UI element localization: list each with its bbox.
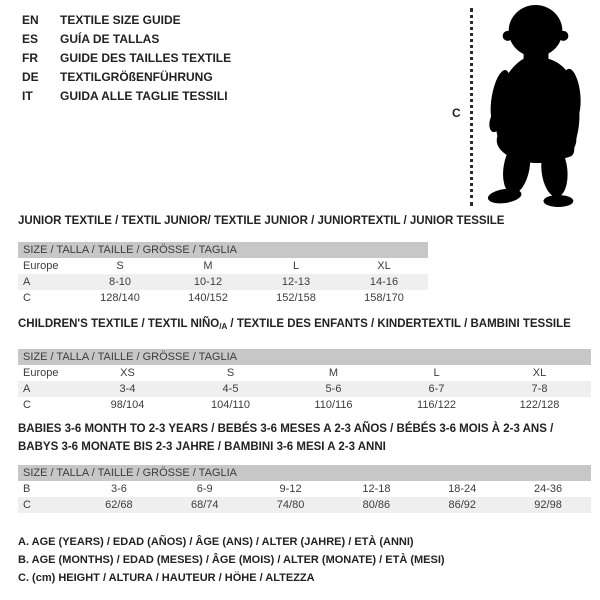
height-cell: 80/86: [333, 497, 419, 513]
table-row-age: [18, 381, 591, 397]
language-code: ES: [22, 32, 39, 46]
size-cell: M: [203, 260, 213, 272]
age-cell: 12-13: [252, 274, 340, 290]
language-row-it: [22, 87, 231, 106]
size-cell: L: [292, 260, 300, 272]
language-title: GUIDA ALLE TAGLIE TESSILI: [60, 89, 228, 103]
junior-section-title: JUNIOR TEXTILE / TEXTIL JUNIOR/ TEXTILE JUNIOR / JUNIORTEXTIL / JUNIOR TESSILE: [18, 215, 505, 227]
language-row-fr: [22, 49, 231, 68]
footnote-age-years: A. AGE (YEARS) / EDAD (AÑOS) / ÂGE (ANS) / ALTER (JAHRE) / ETÀ (ANNI): [18, 536, 414, 548]
months-cell: 9-12: [279, 483, 302, 495]
children-section-title: [18, 318, 591, 333]
months-cell: 18-24: [448, 483, 477, 495]
children-section: [18, 318, 591, 413]
months-cell: 24-36: [534, 483, 563, 495]
height-cell: 128/140: [100, 292, 140, 304]
height-cell: 92/98: [505, 497, 591, 513]
babies-title-line1: BABIES 3-6 MONTH TO 2-3 YEARS / BEBÉS 3-6 MESES A 2-3 AÑOS / BÉBÉS 3-6 MOIS À 2-3 ANS /: [18, 423, 554, 435]
row-label: Europe: [23, 367, 59, 379]
language-title: GUIDE DES TAILLES TEXTILE: [60, 51, 232, 65]
months-cell: 3-6: [110, 483, 127, 495]
footnotes: [18, 533, 445, 587]
language-row-en: [22, 11, 231, 30]
row-label: Europe: [23, 260, 59, 272]
height-cell: 116/122: [417, 399, 456, 411]
height-cell: 74/80: [248, 497, 334, 513]
table-row-europe: [18, 258, 428, 274]
months-cell: 12-18: [362, 483, 391, 495]
table-row-months: [18, 481, 591, 497]
age-cell: 8-10: [76, 274, 164, 290]
children-size-table: [18, 365, 591, 413]
row-label: A: [18, 274, 76, 290]
children-title-subscript: /A: [219, 322, 228, 331]
table-row-europe: [18, 365, 591, 381]
language-row-es: [22, 30, 231, 49]
junior-size-header: SIZE / TALLA / TAILLE / GRÖSSE / TAGLIA: [18, 242, 428, 258]
height-dotted-line: [470, 8, 473, 206]
language-title: TEXTILGRÖßENFÜHRUNG: [60, 70, 213, 84]
size-cell: XL: [532, 367, 547, 379]
children-size-header: SIZE / TALLA / TAILLE / GRÖSSE / TAGLIA: [18, 349, 591, 365]
age-cell: 10-12: [164, 274, 252, 290]
babies-size-table: [18, 481, 591, 513]
row-label: C: [23, 292, 31, 304]
table-row-height: [18, 290, 428, 306]
table-row-height: [18, 497, 591, 513]
height-cell: 98/104: [110, 399, 145, 411]
footnote-age-months: B. AGE (MONTHS) / EDAD (MESES) / ÂGE (MOIS) / ALTER (MONATE) / ETÀ (MESI): [18, 554, 445, 566]
row-label: A: [18, 381, 76, 397]
row-label: C: [18, 497, 76, 513]
size-cell: XL: [377, 260, 391, 272]
row-label: B: [23, 483, 31, 495]
size-cell: S: [116, 260, 124, 272]
age-cell: 4-5: [179, 381, 282, 397]
language-title: GUÍA DE TALLAS: [60, 32, 160, 46]
babies-section-title: [18, 420, 591, 456]
junior-size-table: [18, 258, 428, 306]
height-cell: 158/170: [364, 292, 404, 304]
age-cell: 14-16: [340, 274, 428, 290]
age-cell: 5-6: [282, 381, 385, 397]
size-cell: M: [328, 367, 339, 379]
babies-section: [18, 420, 591, 513]
language-code: DE: [22, 70, 39, 84]
language-code: EN: [22, 13, 39, 27]
size-cell: L: [433, 367, 440, 379]
row-label: C: [23, 399, 31, 411]
language-title: TEXTILE SIZE GUIDE: [60, 13, 181, 27]
height-measure-label: C: [452, 106, 461, 120]
language-row-de: [22, 68, 231, 87]
footnote-height: C. (cm) HEIGHT / ALTURA / HAUTEUR / HÖHE / ALTEZZA: [18, 572, 315, 584]
language-code: IT: [22, 89, 33, 103]
children-title-rest: / TEXTILE DES ENFANTS / KINDERTEXTIL / BAMBINI TESSILE: [227, 318, 571, 330]
babies-size-header: SIZE / TALLA / TAILLE / GRÖSSE / TAGLIA: [18, 465, 591, 481]
height-cell: 122/128: [519, 399, 560, 411]
size-cell: XS: [120, 367, 135, 379]
months-cell: 6-9: [196, 483, 213, 495]
language-list: [22, 11, 231, 106]
age-cell: 7-8: [488, 381, 591, 397]
junior-section: [18, 215, 505, 306]
height-cell: 110/116: [314, 399, 353, 411]
babies-title-line2: BABYS 3-6 MONATE BIS 2-3 JAHRE / BAMBINI 3-6 MESI A 2-3 ANNI: [18, 441, 386, 453]
height-cell: 140/152: [188, 292, 228, 304]
height-cell: 104/110: [211, 399, 250, 411]
table-row-age: [18, 274, 428, 290]
age-cell: 3-4: [76, 381, 179, 397]
height-cell: 68/74: [162, 497, 248, 513]
age-cell: 6-7: [385, 381, 488, 397]
height-cell: 152/158: [276, 292, 316, 304]
children-title-main: CHILDREN'S TEXTILE / TEXTIL NIÑO: [18, 318, 220, 330]
height-cell: 62/68: [76, 497, 162, 513]
size-cell: S: [226, 367, 235, 379]
toddler-silhouette-image: [477, 3, 600, 208]
height-cell: 86/92: [419, 497, 505, 513]
table-row-height: [18, 397, 591, 413]
language-code: FR: [22, 51, 38, 65]
